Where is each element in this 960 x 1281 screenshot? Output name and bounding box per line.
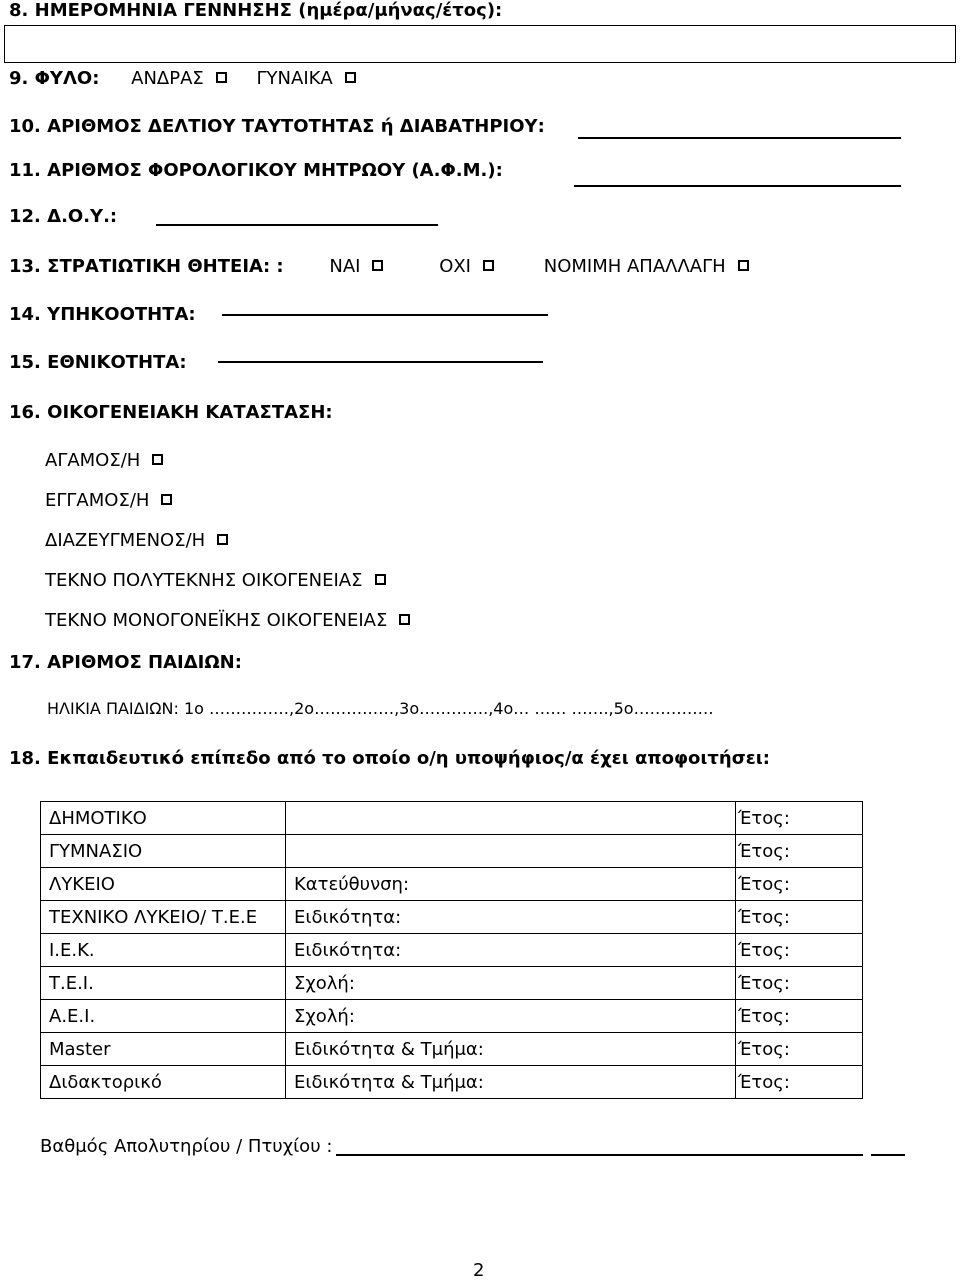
marital-option-checkbox[interactable] [375, 574, 386, 585]
education-level: ΤΕΧΝΙΚΟ ΛΥΚΕΙΟ/ Τ.Ε.Ε [41, 901, 286, 934]
q10-id-label: 10. ΑΡΙΘΜΟΣ ΔΕΛΤΙΟΥ ΤΑΥΤΟΤΗΤΑΣ ή ΔΙΑΒΑΤΗΡΙΟΥ: [9, 116, 545, 137]
education-year[interactable]: Έτος: [736, 967, 863, 1000]
education-detail[interactable]: Ειδικότητα & Τμήμα: [286, 1033, 736, 1066]
table-row [41, 901, 863, 934]
military-exempt-label: ΝΟΜΙΜΗ ΑΠΑΛΛΑΓΗ [543, 256, 726, 277]
education-level: Α.Ε.Ι. [41, 1000, 286, 1033]
q16-marital-label: 16. ΟΙΚΟΓΕΝΕΙΑΚΗ ΚΑΤΑΣΤΑΣΗ: [9, 402, 333, 423]
education-detail[interactable]: Ειδικότητα: [286, 901, 736, 934]
military-yes-label: ΝΑΙ [329, 256, 361, 277]
marital-option-checkbox[interactable] [161, 494, 172, 505]
marital-option-checkbox[interactable] [217, 534, 228, 545]
marital-option-checkbox[interactable] [399, 614, 410, 625]
afm-line[interactable] [574, 185, 901, 187]
education-level: Διδακτορικό [41, 1066, 286, 1099]
table-row [41, 967, 863, 1000]
education-detail[interactable]: Κατεύθυνση: [286, 868, 736, 901]
military-no-label: ΟΧΙ [439, 256, 471, 277]
education-level: Master [41, 1033, 286, 1066]
education-detail[interactable] [286, 802, 736, 835]
education-level: Ι.Ε.Κ. [41, 934, 286, 967]
birthdate-input-box[interactable] [4, 25, 956, 63]
q18-education-label: 18. Εκπαιδευτικό επίπεδο από το οποίο ο/η υποψήφιος/α έχει αποφοιτήσει: [9, 748, 770, 769]
marital-option [45, 530, 228, 551]
education-year[interactable]: Έτος: [736, 1000, 863, 1033]
education-year[interactable]: Έτος: [736, 802, 863, 835]
table-row [41, 1033, 863, 1066]
education-detail[interactable]: Ειδικότητα & Τμήμα: [286, 1066, 736, 1099]
military-yes-checkbox[interactable] [372, 260, 383, 271]
education-table [40, 801, 863, 1099]
education-year[interactable]: Έτος: [736, 901, 863, 934]
military-exempt-checkbox[interactable] [738, 260, 749, 271]
q13-label: 13. ΣΤΡΑΤΙΩΤΙΚΗ ΘΗΤΕΙΑ: : [9, 256, 284, 277]
children-ages-field[interactable]: ΗΛΙΚΙΑ ΠΑΙΔΙΩΝ: 1ο ……………,2ο……………,3ο………….,4ο… …… …….,5ο…………… [47, 699, 714, 718]
gender-female-checkbox[interactable] [345, 72, 356, 83]
citizenship-line[interactable] [222, 314, 548, 316]
military-no-checkbox[interactable] [483, 260, 494, 271]
education-level: ΛΥΚΕΙΟ [41, 868, 286, 901]
marital-option-label: ΕΓΓΑΜΟΣ/Η [45, 490, 150, 511]
page-number: 2 [473, 1260, 485, 1281]
marital-option-label: ΤΕΚΝΟ ΜΟΝΟΓΟΝΕΪΚΗΣ ΟΙΚΟΓΕΝΕΙΑΣ [45, 610, 388, 631]
grade-label: Βαθμός Απολυτηρίου / Πτυχίου : [40, 1136, 333, 1157]
education-detail[interactable]: Σχολή: [286, 1000, 736, 1033]
marital-option [45, 450, 163, 471]
marital-option [45, 570, 386, 591]
id-number-line[interactable] [578, 137, 901, 139]
table-row [41, 934, 863, 967]
education-level: ΓΥΜΝΑΣΙΟ [41, 835, 286, 868]
doy-line[interactable] [156, 224, 438, 226]
marital-option-label: ΑΓΑΜΟΣ/Η [45, 450, 141, 471]
q14-citizenship-label: 14. ΥΠΗΚΟΟΤΗΤΑ: [9, 304, 196, 325]
gender-female-label: ΓΥΝΑΙΚΑ [256, 68, 333, 89]
grade-line-short[interactable] [871, 1154, 905, 1156]
marital-option [45, 610, 410, 631]
nationality-line[interactable] [218, 361, 543, 363]
marital-option-label: ΔΙΑΖΕΥΓΜΕΝΟΣ/Η [45, 530, 206, 551]
marital-option-checkbox[interactable] [152, 454, 163, 465]
education-detail[interactable]: Ειδικότητα: [286, 934, 736, 967]
education-year[interactable]: Έτος: [736, 934, 863, 967]
q9-label: 9. ΦΥΛΟ: [9, 68, 100, 89]
marital-option-label: ΤΕΚΝΟ ΠΟΛΥΤΕΚΝΗΣ ΟΙΚΟΓΕΝΕΙΑΣ [45, 570, 363, 591]
table-row [41, 868, 863, 901]
table-row [41, 802, 863, 835]
education-year[interactable]: Έτος: [736, 1033, 863, 1066]
table-row [41, 835, 863, 868]
marital-option [45, 490, 172, 511]
q9-gender [9, 68, 356, 89]
education-detail[interactable]: Σχολή: [286, 967, 736, 1000]
education-year[interactable]: Έτος: [736, 835, 863, 868]
q8-birthdate-label: 8. ΗΜΕΡΟΜΗΝΙΑ ΓΕΝΝΗΣΗΣ (ημέρα/μήνας/έτος): [9, 0, 503, 21]
q17-children-label: 17. ΑΡΙΘΜΟΣ ΠΑΙΔΙΩΝ: [9, 652, 242, 673]
education-level: Τ.Ε.Ι. [41, 967, 286, 1000]
table-row [41, 1000, 863, 1033]
q11-afm-label: 11. ΑΡΙΘΜΟΣ ΦΟΡΟΛΟΓΙΚΟΥ ΜΗΤΡΩΟΥ (Α.Φ.Μ.): [9, 160, 503, 181]
education-year[interactable]: Έτος: [736, 868, 863, 901]
education-detail[interactable] [286, 835, 736, 868]
education-year[interactable]: Έτος: [736, 1066, 863, 1099]
q15-nationality-label: 15. ΕΘΝΙΚΟΤΗΤΑ: [9, 352, 187, 373]
table-row [41, 1066, 863, 1099]
gender-male-label: ΑΝΔΡΑΣ [131, 68, 204, 89]
grade-line[interactable] [336, 1154, 863, 1156]
q12-doy-label: 12. Δ.Ο.Υ.: [9, 206, 118, 227]
education-level: ΔΗΜΟΤΙΚΟ [41, 802, 286, 835]
gender-male-checkbox[interactable] [216, 72, 227, 83]
q13-military [9, 256, 749, 277]
